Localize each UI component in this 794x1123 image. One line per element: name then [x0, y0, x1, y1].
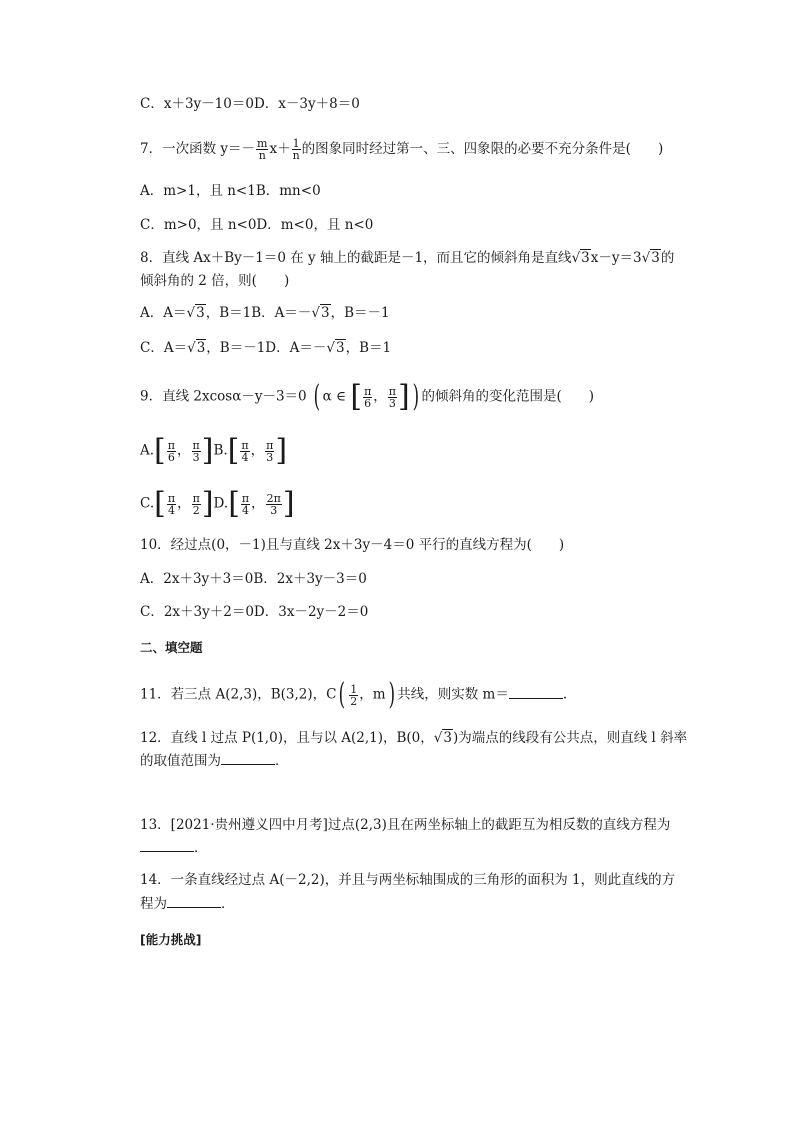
q9-stem: 9．直线 2xcosα－y－3＝0 ( α ∈ [ $\frac{\pi}{6}$ ， $\frac{\pi}{3}$ ]) 的倾斜角的变化范围是( ) — [140, 379, 595, 414]
q7-options-ab: A．m>1，且 n<1B．mn<0 — [140, 183, 321, 199]
q8-options-ab: A．A＝√3，B＝1B．A＝－√3，B＝－1 — [140, 305, 390, 321]
answer-blank[interactable] — [221, 752, 275, 765]
q9-options-ab: A.[ $\frac{\pi}{6}$ ， $\frac{\pi}{3}$ ]B.[ $\frac{\pi}{4}$ ， $\frac{\pi}{3}$ ] — [140, 433, 288, 468]
section-title-fill-in: 二、填空题 — [140, 640, 203, 655]
q14-stem-line2: 程为 ． — [140, 896, 235, 912]
q8-stem-line2: 倾斜角的 2 倍，则( ) — [140, 273, 290, 289]
q11-stem: 11．若三点 A(2,3)，B(3,2)，C( $\frac{1}{2}$ ，m) 共线，则实数 m＝ . — [140, 677, 568, 712]
q12-stem-line2: 的取值范围为 ． — [140, 753, 289, 769]
q8-stem-line1: 8．直线 Ax＋By－1＝0 在 y 轴上的截距是－1，而且它的倾斜角是直线√3x－y＝3√3的 — [140, 250, 675, 266]
q13-stem-line2: ． — [140, 838, 208, 858]
q14-stem-line1: 14．一条直线经过点 A(－2,2)，并且与两坐标轴围成的三角形的面积为 1，则此直线的方 — [140, 872, 676, 888]
q10-options-ab: A．2x＋3y＋3＝0B．2x＋3y－3＝0 — [140, 571, 367, 587]
sqrt-sign: √3 — [571, 250, 590, 266]
answer-blank[interactable] — [140, 839, 194, 852]
q7-options-cd: C．m>0，且 n<0D．m<0，且 n<0 — [140, 217, 374, 233]
section-title-ability-challenge: [能力挑战] — [140, 932, 202, 947]
answer-blank[interactable] — [509, 686, 563, 699]
q6-options-cd: C．x＋3y－10＝0D．x－3y＋8＝0 — [140, 96, 360, 112]
q7-stem: 7．一次函数 y＝－ $\frac{m}{n}$ x＋ $\frac{1}{n}$ 的图象同时经过第一、三、四象限的必要不充分条件是( ) — [140, 137, 664, 162]
q7-frac-1-n: $\frac{1}{n}$ — [292, 137, 300, 162]
q13-stem-line1: 13．[2021·贵州遵义四中月考]过点(2,3)且在两坐标轴上的截距互为相反数的直线方程为 — [140, 817, 671, 833]
answer-blank[interactable] — [167, 895, 221, 908]
q7-frac-m-n: $\frac{m}{n}$ — [257, 137, 268, 162]
q8-options-cd: C．A＝√3，B＝－1D．A＝－√3，B＝1 — [140, 340, 392, 356]
q10-options-cd: C．2x＋3y＋2＝0D．3x－2y－2＝0 — [140, 604, 369, 620]
q12-stem-line1: 12．直线 l 过点 P(1,0)，且与以 A(2,1)，B(0，√3)为端点的线段有公共点，则直线 l 斜率 — [140, 730, 688, 746]
q10-stem: 10．经过点(0，－1)且与直线 2x＋3y－4＝0 平行的直线方程为( ) — [140, 537, 565, 553]
q9-options-cd: C.[ $\frac{\pi}{4}$ ， $\frac{\pi}{2}$ ]D.[ $\frac{\pi}{4}$ ， $\frac{2\pi}{3}$ ] — [140, 486, 295, 521]
